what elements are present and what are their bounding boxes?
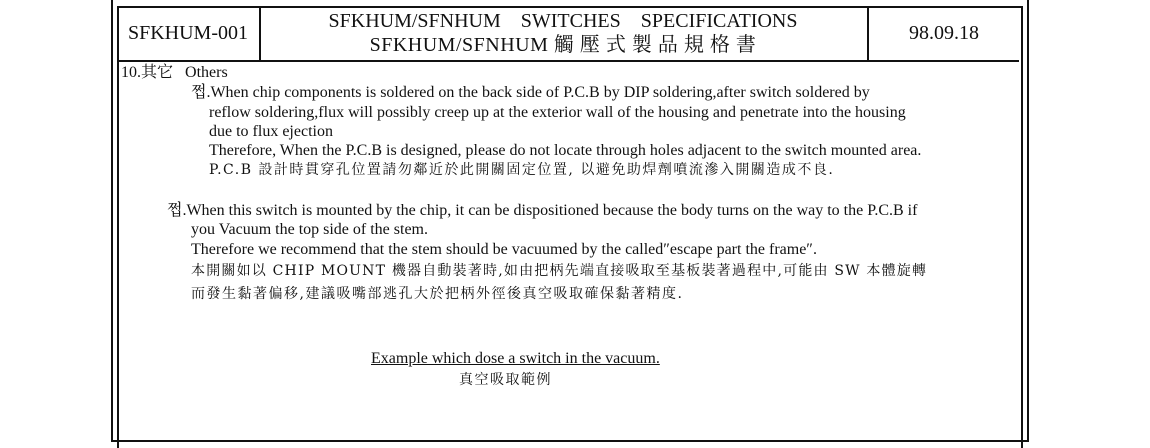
title-line-english: SFKHUM/SFNHUM SWITCHES SPECIFICATIONS — [328, 10, 798, 32]
item2-line3: Therefore we recommend that the stem should be vacuumed by the called″escape part the frame″. — [191, 241, 817, 258]
item1-line5-chinese: P.C.B 設計時貫穿孔位置請勿鄰近於此開關固定位置, 以避免助焊劑噴流滲入開關造成不良. — [209, 162, 835, 178]
item2-line4-chinese: 本開關如以 CHIP MOUNT 機器自動裝著時,如由把柄先端直接吸取至基板裝著過程中,可能由 SW 本體旋轉 — [191, 263, 928, 279]
item1-line2: reflow soldering,flux will possibly creep up at the exterior wall of the housing and penetrate into the housing — [209, 104, 906, 121]
item1-line1: 쩝.When chip components is soldered on the back side of P.C.B by DIP soldering,after switch soldered by — [191, 84, 870, 101]
item2-line5-chinese: 而發生黏著偏移,建議吸嘴部逃孔大於把柄外徑後真空吸取確保黏著精度. — [191, 286, 684, 302]
title-line-chinese: SFKHUM/SFNHUM 觸 壓 式 製 品 規 格 書 — [369, 34, 757, 56]
item2-line2: you Vacuum the top side of the stem. — [191, 221, 428, 238]
item1-line3: due to flux ejection — [209, 123, 333, 140]
section-number: 10.其它 — [121, 64, 174, 81]
item2-line1: 쩝.When this switch is mounted by the chip, it can be dispositioned because the body turns on the way to the P.C.B if — [167, 202, 918, 219]
doc-date: 98.09.18 — [909, 21, 979, 44]
example-caption-chinese: 真空吸取範例 — [459, 372, 552, 388]
item1-line4: Therefore, When the P.C.B is designed, please do not locate through holes adjacent to the switch mounted area. — [209, 142, 922, 159]
document-title — [259, 6, 869, 60]
header-table — [117, 6, 1019, 62]
example-caption: Example which dose a switch in the vacuum. — [371, 350, 660, 367]
section-heading — [121, 63, 228, 83]
section-title: Others — [185, 64, 228, 81]
doc-number: SFKHUM-001 — [117, 6, 261, 60]
